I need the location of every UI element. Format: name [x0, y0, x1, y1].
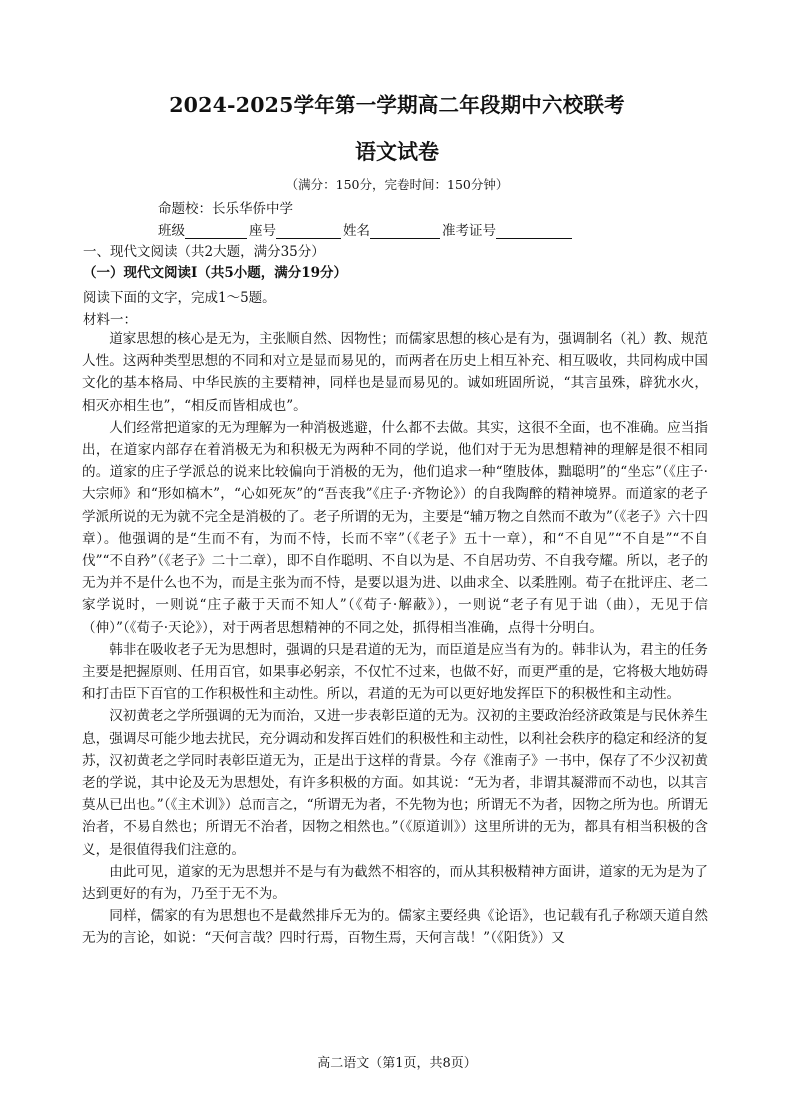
exam-subtitle: 语文试卷 [355, 139, 439, 164]
exam-id-label: 准考证号 [442, 223, 496, 239]
paragraph: 韩非在吸收老子无为思想时，强调的只是君道的无为，而臣道是应当有为的。韩非认为，君主的任务主要是把握原则、任用百官，如果事必躬亲，不仅忙不过来，也做不好，而更严重的是，它将极大地妨碍和打击臣下百官的工作积极性和主动性。所以，君道的无为可以更好地发挥臣下的积极性和主动性。 [82, 641, 708, 703]
name-blank [370, 224, 440, 239]
exam-id-blank [496, 224, 572, 239]
seat-blank [276, 224, 341, 239]
school-line: 命题校：长乐华侨中学 [158, 201, 293, 217]
paragraph: 同样，儒家的有为思想也不是截然排斥无为的。儒家主要经典《论语》，也记载有孔子称颂天道自然无为的言论，如说：“天何言哉？四时行焉，百物生焉，天何言哉！”（《阳货》）又 [82, 908, 708, 947]
subsection-heading: （一）现代文阅读Ⅰ（共5小题，满分19分） [83, 265, 347, 281]
paragraph: 道家思想的核心是无为，主张顺自然、因物性；而儒家思想的核心是有为，强调制名（礼）教、规范人性。这两种类型思想的不同和对立是显而易见的，而两者在历史上相互补充、相互吸收，共同构成中国文化的基本格局、中华民族的主要精神，同样也是显而易见的。诚如班固所说，“其言虽殊，辟犹水火，相灭亦相生也”，“相反而皆相成也”。 [82, 331, 708, 414]
paragraph: 汉初黄老之学所强调的无为而治，又进一步表彰臣道的无为。汉初的主要政治经济政策是与民休养生息，强调尽可能少地去扰民，充分调动和发挥百姓们的积极性和主动性，以利社会秩序的稳定和经济的复苏，汉初黄老之学同时表彰臣道无为，正是出于这样的背景。今存《淮南子》一书中，保存了不少汉初黄老的学说，其中论及无为思想处，有许多积极的方面。如其说：“无为者，非谓其凝滞而不动也，以其言莫从已出也。”（《主术训》）总而言之，“所谓无为者，不先物为也；所谓无不为者，因物之所为也。所谓无治者，不易自然也；所谓无不治者，因物之相然也。”（《原道训》）这里所讲的无为，都具有相当积极的含义，是很值得我们注意的。 [82, 708, 708, 858]
section-heading: 一、现代文阅读（共2大题，满分35分） [83, 244, 325, 260]
student-info-fields [158, 219, 574, 239]
passage-body [82, 328, 708, 950]
exam-title: 2024-2025学年第一学期高二年段期中六校联考 [169, 93, 625, 117]
exam-meta: （满分：150分，完卷时间：150分钟） [285, 177, 509, 192]
class-label: 班级 [158, 223, 185, 239]
page-footer: 高二语文（第1页，共8页） [317, 1056, 477, 1071]
seat-label: 座号 [249, 223, 276, 239]
class-blank [185, 224, 247, 239]
material-label: 材料一： [83, 312, 137, 328]
paragraph: 人们经常把道家的无为理解为一种消极逃避，什么都不去做。其实，这很不全面，也不准确。应当指出，在道家内部存在着消极无为和积极无为两种不同的学说，他们对于无为思想精神的理解是很不相同的。道家的庄子学派总的说来比较偏向于消极的无为，他们追求一种“堕肢体，黜聪明”的“坐忘”（《庄子·大宗师》和“形如槁木”，“心如死灰”的“吾丧我”《庄子·齐物论》）的自我陶醉的精神境界。而道家的老子学派所说的无为就不完全是消极的了。老子所谓的无为，主要是“辅万物之自然而不敢为”（《老子》六十四章）。他强调的是“生而不有，为而不恃，长而不宰”（《老子》五十一章），和“不自见”“不自是”“不自伐”“不自矜”（《老子》二十二章），即不自作聪明、不自以为是、不自居功劳、不自我夸耀。所以，老子的无为并不是什么也不为，而是主张为而不恃，是要以退为进、以曲求全、以柔胜刚。荀子在批评庄、老二家学说时，一则说“庄子蔽于天而不知人”（《荀子·解蔽》），一则说“老子有见于诎（曲），无见于信（伸）”（《荀子·天论》），对于两者思想精神的不同之处，抓得相当准确，点得十分明白。 [82, 419, 708, 636]
reading-instruction: 阅读下面的文字，完成1～5题。 [83, 290, 276, 306]
paragraph: 由此可见，道家的无为思想并不是与有为截然不相容的，而从其积极精神方面讲，道家的无为是为了达到更好的有为，乃至于无不为。 [82, 863, 708, 903]
name-label: 姓名 [343, 223, 370, 239]
